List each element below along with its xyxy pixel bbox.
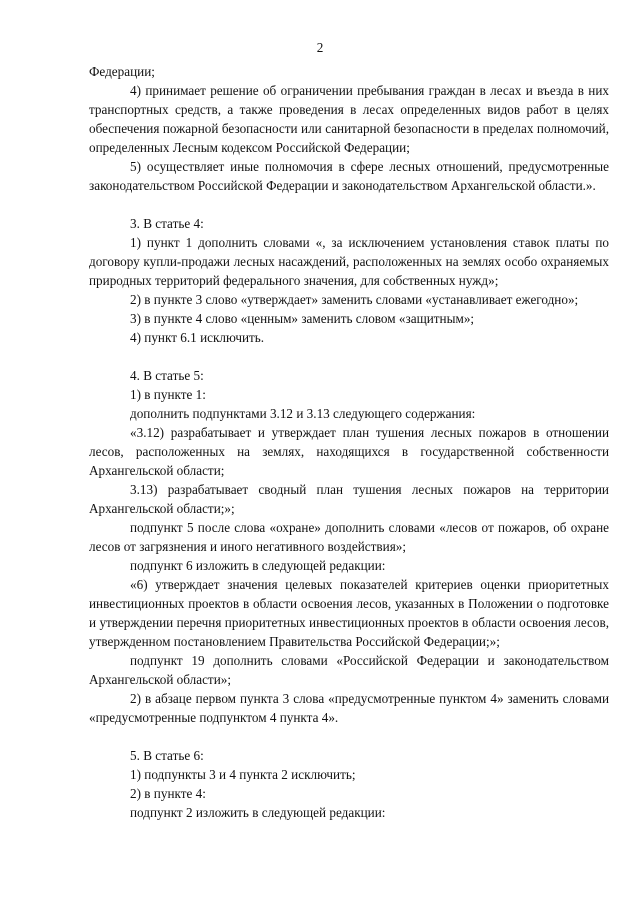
paragraph-add-subitems: дополнить подпунктами 3.12 и 3.13 следующего содержания: (130, 406, 476, 421)
section-heading-article-4: 3. В статье 4: (130, 216, 204, 231)
section-heading-article-5: 4. В статье 5: (130, 368, 204, 383)
paragraph-item-5: 5) осуществляет иные полномочия в сфере лесных отношений, предусмотренные законодательством Российской Федерации и законодательством Архангельской области.». (89, 159, 609, 193)
paragraph-article-4-item-2: 2) в пункте 3 слово «утверждает» заменить словами «устанавливает ежегодно»; (130, 292, 579, 307)
paragraph-continuation: Федерации; (89, 64, 155, 79)
section-heading-article-6: 5. В статье 6: (130, 748, 204, 763)
document-body (89, 62, 609, 822)
paragraph-subitem-19: подпункт 19 дополнить словами «Российской Федерации и законодательством Архангельской области»; (89, 653, 609, 687)
paragraph-article-6-item-1: 1) подпункты 3 и 4 пункта 2 исключить; (130, 767, 356, 782)
blank-line (89, 195, 609, 214)
paragraph-article-4-item-1: 1) пункт 1 дополнить словами «, за исключением установления ставок платы по договору купли-продажи лесных насаждений, расположенных на землях особо охраняемых природных территорий федерального значения, для собственных нужд»; (89, 235, 609, 288)
paragraph-article-6-subitem-2: подпункт 2 изложить в следующей редакции: (130, 805, 386, 820)
blank-line (89, 727, 609, 746)
paragraph-article-5-item-1: 1) в пункте 1: (130, 387, 206, 402)
page-number: 2 (316, 40, 324, 55)
paragraph-article-4-item-4: 4) пункт 6.1 исключить. (130, 330, 265, 345)
blank-line (89, 347, 609, 366)
paragraph-subitem-3-13: 3.13) разрабатывает сводный план тушения лесных пожаров на территории Архангельской области;»; (89, 482, 609, 516)
paragraph-subitem-5: подпункт 5 после слова «охране» дополнить словами «лесов от пожаров, об охране лесов от загрязнения и иного негативного воздействия»; (89, 520, 609, 554)
paragraph-article-4-item-3: 3) в пункте 4 слово «ценным» заменить словом «защитным»; (130, 311, 475, 326)
paragraph-subitem-3-12: «3.12) разрабатывает и утверждает план тушения лесных пожаров в отношении лесов, расположенных на землях, находящихся в государственной собственности Архангельской области; (89, 425, 609, 478)
paragraph-subitem-6-text: «6) утверждает значения целевых показателей критериев оценки приоритетных инвестиционных проектов в области освоения лесов, указанных в Положении о подготовке и утверждении перечня приоритетных инвестиционных проектов в области освоения лесов, утвержденном постановлением Правительства Российской Федерации;»; (89, 577, 609, 649)
paragraph-article-6-item-2: 2) в пункте 4: (130, 786, 206, 801)
paragraph-article-5-item-2: 2) в абзаце первом пункта 3 слова «предусмотренные пунктом 4» заменить словами «предусмотренные подпунктом 4 пункта 4». (89, 691, 609, 725)
paragraph-item-4: 4) принимает решение об ограничении пребывания граждан в лесах и въезда в них транспортных средств, а также проведения в лесах определенных видов работ в целях обеспечения пожарной безопасности или санитарной безопасности в пределах полномочий, определенных Лесным кодексом Российской Федерации; (89, 83, 609, 155)
paragraph-subitem-6-intro: подпункт 6 изложить в следующей редакции: (130, 558, 386, 573)
